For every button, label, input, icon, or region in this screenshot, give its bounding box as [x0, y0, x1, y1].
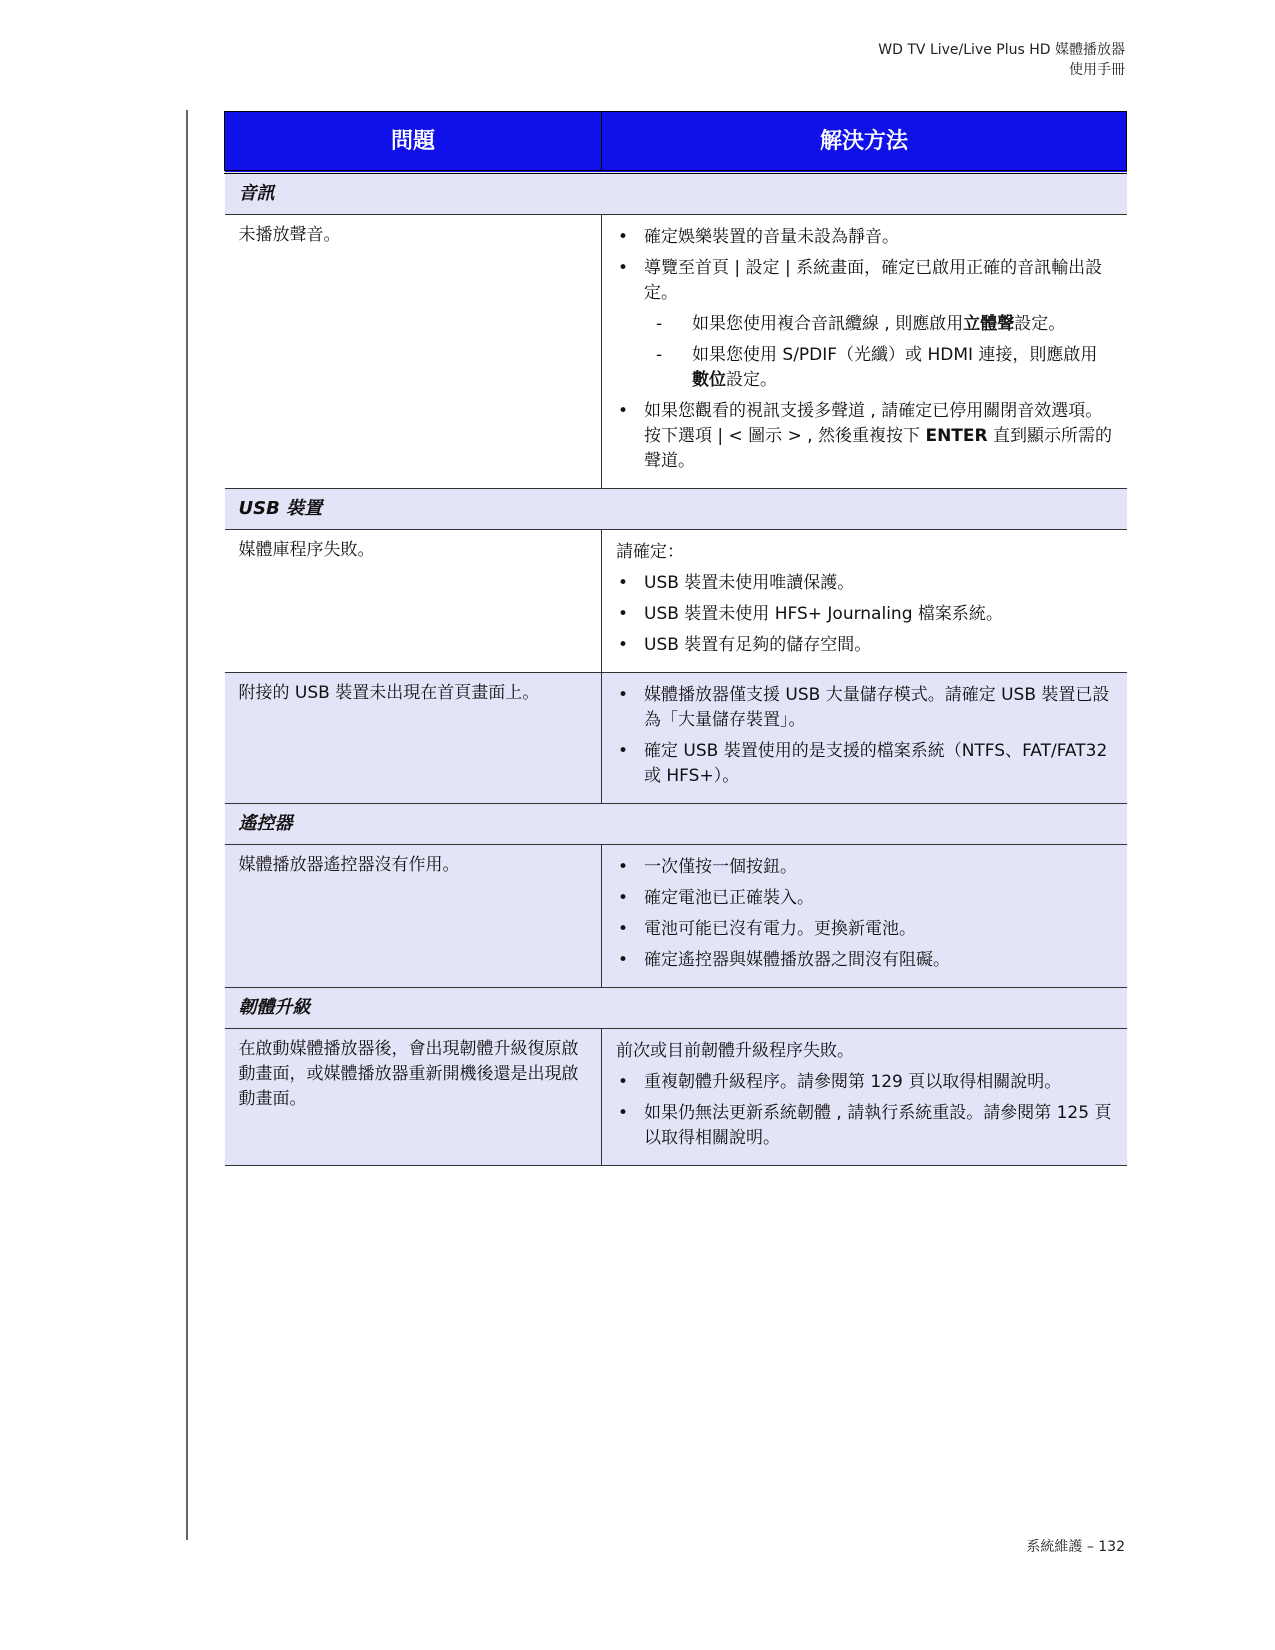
list-item: • 重複韌體升級程序。請參閱第 129 頁以取得相關說明。 [616, 1070, 1113, 1095]
table-row [225, 845, 1127, 988]
section-row-audio [225, 172, 1127, 215]
solution-cell [602, 845, 1127, 988]
solution-list [616, 571, 1113, 658]
problem-cell: 媒體庫程序失敗。 [225, 530, 602, 673]
list-item: • USB 裝置未使用唯讀保護。 [616, 571, 1113, 596]
solution-cell [602, 530, 1127, 673]
header-product-title: WD TV Live/Live Plus HD 媒體播放器 [878, 42, 1125, 58]
solution-list [616, 683, 1113, 789]
header-manual-title: 使用手冊 [1069, 62, 1125, 78]
problem-cell: 媒體播放器遙控器沒有作用。 [225, 845, 602, 988]
section-title-usb: USB 裝置 [225, 489, 1127, 530]
list-item: • 確定 USB 裝置使用的是支援的檔案系統（NTFS、FAT/FAT32 或 HFS+）。 [616, 739, 1113, 789]
column-header-solution: 解決方法 [602, 112, 1127, 173]
page-header [878, 40, 1125, 80]
list-item: • 一次僅按一個按鈕。 [616, 855, 1113, 880]
list-item: • 確定電池已正確裝入。 [616, 886, 1113, 911]
list-item: • 媒體播放器僅支援 USB 大量儲存模式。請確定 USB 裝置已設為「大量儲存裝置」。 [616, 683, 1113, 733]
table-row [225, 673, 1127, 804]
list-item: • USB 裝置未使用 HFS+ Journaling 檔案系統。 [616, 602, 1113, 627]
list-item: • 如果您觀看的視訊支援多聲道 , 請確定已停用關閉音效選項。按下選項 | < 圖示 > , 然後重複按下 ENTER 直到顯示所需的聲道。 [616, 399, 1113, 474]
sub-list-item: - 如果您使用 S/PDIF（光纖）或 HDMI 連接，則應啟用數位設定。 [616, 343, 1113, 393]
section-row-usb [225, 489, 1127, 530]
table-header-row [225, 112, 1127, 173]
sub-list-item: - 如果您使用複合音訊纜線 , 則應啟用立體聲設定。 [616, 312, 1113, 337]
problem-cell: 附接的 USB 裝置未出現在首頁畫面上。 [225, 673, 602, 804]
solution-cell [602, 215, 1127, 489]
solution-intro: 請確定： [616, 542, 684, 562]
table-row [225, 215, 1127, 489]
list-item: • 電池可能已沒有電力。更換新電池。 [616, 917, 1113, 942]
solution-intro: 前次或目前韌體升級程序失敗。 [616, 1041, 854, 1061]
section-title-remote: 遙控器 [225, 804, 1127, 845]
solution-list [616, 1070, 1113, 1151]
section-title-audio: 音訊 [225, 172, 1127, 215]
table-row [225, 1029, 1127, 1166]
solution-list [616, 855, 1113, 973]
list-item: • 確定娛樂裝置的音量未設為靜音。 [616, 225, 1113, 250]
margin-rule [186, 110, 188, 1540]
column-header-problem: 問題 [225, 112, 602, 173]
problem-cell: 未播放聲音。 [225, 215, 602, 489]
problem-cell: 在啟動媒體播放器後，會出現韌體升級復原啟動畫面，或媒體播放器重新開機後還是出現啟動畫面。 [225, 1029, 602, 1166]
section-row-remote [225, 804, 1127, 845]
list-item: • 導覽至首頁 | 設定 | 系統畫面，確定已啟用正確的音訊輸出設定。 [616, 256, 1113, 306]
solution-cell [602, 673, 1127, 804]
troubleshooting-table [224, 111, 1127, 1166]
solution-cell [602, 1029, 1127, 1166]
table-row [225, 530, 1127, 673]
solution-list [616, 225, 1113, 474]
section-title-firmware: 韌體升級 [225, 988, 1127, 1029]
list-item: • USB 裝置有足夠的儲存空間。 [616, 633, 1113, 658]
section-row-firmware [225, 988, 1127, 1029]
list-item: • 如果仍無法更新系統韌體 , 請執行系統重設。請參閱第 125 頁以取得相關說明。 [616, 1101, 1113, 1151]
list-item: • 確定遙控器與媒體播放器之間沒有阻礙。 [616, 948, 1113, 973]
page-footer: 系統維護 – 132 [1026, 1539, 1125, 1555]
